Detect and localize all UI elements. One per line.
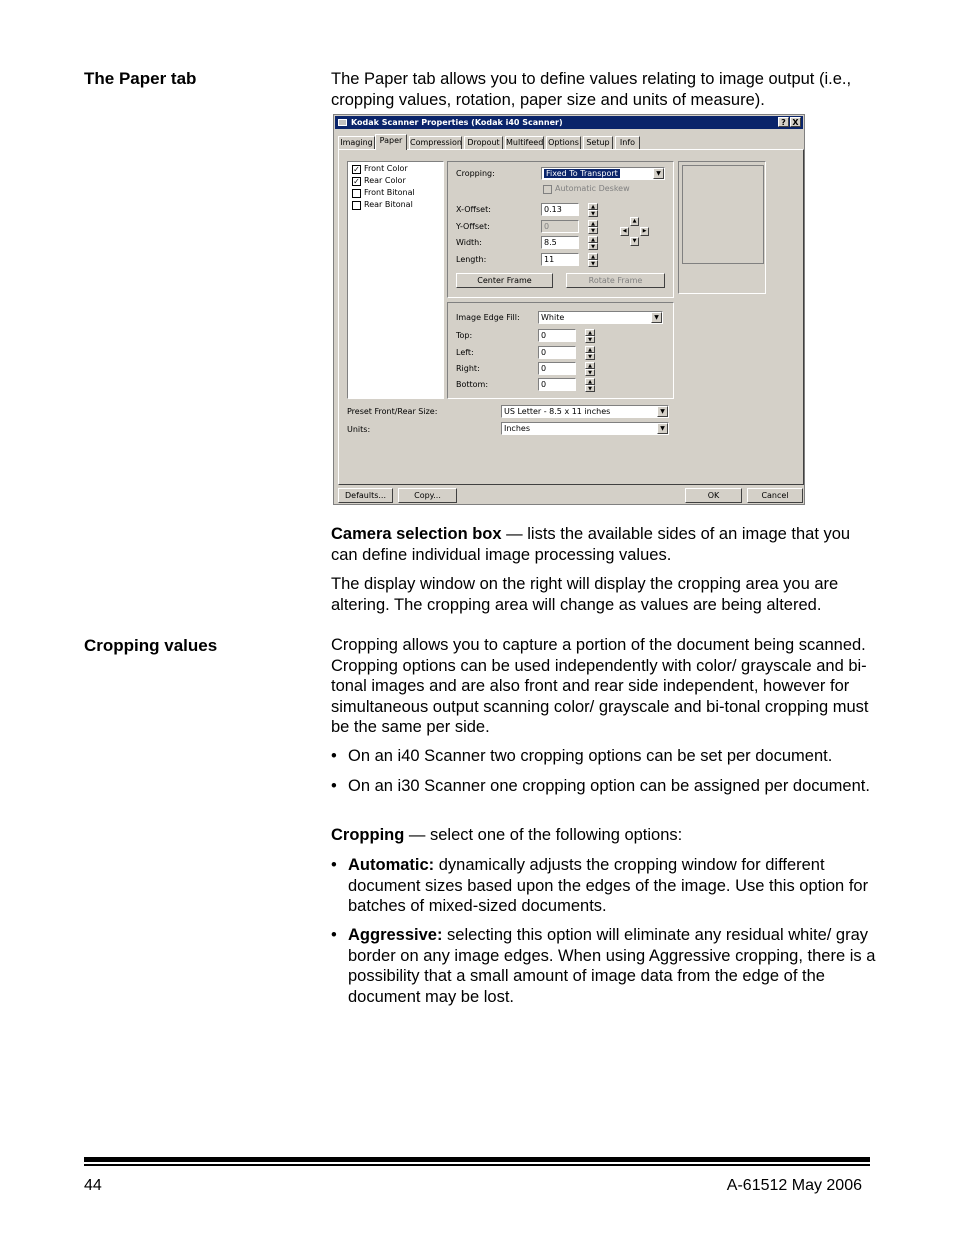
width-spinner[interactable]: ▲ ▼ <box>588 236 598 250</box>
rear-color-checkbox[interactable]: ✓ <box>353 177 360 186</box>
rear-bitonal-checkbox[interactable] <box>352 201 361 210</box>
tab-multifeed[interactable]: Multifeed <box>506 138 544 147</box>
chevron-down-icon: ▼ <box>653 168 664 179</box>
section-heading-cropping-values: Cropping values <box>84 636 218 655</box>
move-down-icon[interactable]: ▼ <box>630 237 639 246</box>
x-offset-input[interactable]: 0.13 <box>541 203 579 216</box>
tab-imaging[interactable]: Imaging <box>338 136 375 149</box>
width-label: Width: <box>456 238 482 247</box>
cancel-button[interactable]: Cancel <box>747 488 803 503</box>
option-term: Aggressive: <box>348 926 443 944</box>
scanner-app-icon <box>338 119 347 126</box>
option-item-aggressive <box>331 925 876 1007</box>
display-window-desc <box>331 574 876 615</box>
right-label: Right: <box>456 364 480 373</box>
rotate-frame-button[interactable]: Rotate Frame <box>566 273 665 288</box>
cropping-option-intro <box>331 825 876 846</box>
section-heading-paper-tab: The Paper tab <box>84 69 197 88</box>
front-color-label: Front Color <box>364 164 408 173</box>
tab-compression[interactable]: Compression <box>410 138 462 147</box>
cropping-dash: — <box>404 826 430 844</box>
width-input[interactable]: 8.5 <box>541 236 579 249</box>
scanner-properties-dialog <box>333 114 805 505</box>
dialog-titlebar <box>335 116 803 129</box>
tab-options[interactable]: Options <box>546 136 581 149</box>
length-input[interactable]: 11 <box>541 253 579 266</box>
bullet-dot: • <box>331 777 337 795</box>
automatic-deskew-label: Automatic Deskew <box>555 184 630 193</box>
units-value: Inches <box>504 424 530 433</box>
paper-tab-panel <box>338 149 804 485</box>
image-edge-fill-select[interactable] <box>538 311 663 324</box>
front-color-checkbox[interactable]: ✓ <box>353 165 360 174</box>
camera-selection-list[interactable] <box>347 161 444 399</box>
page-number: 44 <box>84 1177 102 1194</box>
right-spinner[interactable]: ▲ ▼ <box>585 362 595 376</box>
cropping-select[interactable] <box>541 167 665 180</box>
footer-rule-thick <box>84 1157 870 1162</box>
defaults-button[interactable]: Defaults... <box>338 488 393 503</box>
copy-button[interactable]: Copy... <box>398 488 457 503</box>
tab-paper[interactable]: Paper <box>375 134 407 150</box>
dialog-title: Kodak Scanner Properties (Kodak i40 Scanner) <box>351 118 563 127</box>
left-label: Left: <box>456 348 474 357</box>
tab-info[interactable]: Info <box>615 136 640 149</box>
paper-tab-intro <box>331 69 876 110</box>
rear-color-label: Rear Color <box>364 176 406 185</box>
units-label: Units: <box>347 425 371 434</box>
length-spinner[interactable]: ▲ ▼ <box>588 253 598 267</box>
x-offset-spinner[interactable]: ▲ ▼ <box>588 203 598 217</box>
cropping-values-intro-text: Cropping allows you to capture a portion of the document being scanned. Cropping options can be used independently with color/ grayscale and bi-tonal images and are also front and rear side independent, however for simultaneous output scanning color/ grayscale and bi-tonal cropping must be the same per side. <box>331 636 869 736</box>
cropping-select-value: Fixed To Transport <box>546 169 618 178</box>
cropping-preview-area <box>682 165 764 264</box>
move-left-icon[interactable]: ◀ <box>620 227 629 236</box>
ok-button[interactable]: OK <box>685 488 742 503</box>
help-button[interactable]: ? <box>778 117 789 127</box>
image-edge-fill-value: White <box>541 313 565 322</box>
left-input[interactable]: 0 <box>538 346 576 359</box>
tab-setup[interactable]: Setup <box>583 136 613 149</box>
cropping-label: Cropping: <box>456 169 495 178</box>
right-input[interactable]: 0 <box>538 362 576 375</box>
close-button[interactable]: X <box>790 117 801 127</box>
bullet-text: On an i40 Scanner two cropping options can be set per document. <box>348 747 833 765</box>
move-right-icon[interactable]: ▶ <box>640 227 649 236</box>
camera-selection-desc <box>331 524 876 565</box>
front-bitonal-label: Front Bitonal <box>364 188 415 197</box>
y-offset-input[interactable]: 0 <box>541 220 579 233</box>
center-frame-button[interactable]: Center Frame <box>456 273 553 288</box>
bullet-dot: • <box>331 856 337 874</box>
front-bitonal-checkbox[interactable] <box>352 189 361 198</box>
rear-bitonal-label: Rear Bitonal <box>364 200 413 209</box>
cropping-values-intro <box>331 635 876 738</box>
preset-size-select[interactable] <box>501 405 669 418</box>
left-spinner[interactable]: ▲ ▼ <box>585 346 595 360</box>
image-edge-fill-group <box>447 302 674 399</box>
paper-tab-intro-text: The Paper tab allows you to define values relating to image output (i.e., cropping values, rotation, paper size and units of measure). <box>331 70 852 109</box>
camera-selection-dash: — <box>501 525 528 543</box>
y-offset-label: Y-Offset: <box>456 222 490 231</box>
y-offset-spinner[interactable]: ▲ ▼ <box>588 220 598 234</box>
bullet-dot: • <box>331 747 337 765</box>
footer-rule-thin <box>84 1164 870 1166</box>
bullet-text: On an i30 Scanner one cropping option can be assigned per document. <box>348 777 870 795</box>
bottom-input[interactable]: 0 <box>538 378 576 391</box>
bullet-item <box>331 746 876 767</box>
option-desc: selecting this option will eliminate any residual white/ gray border on any image edges. When using Aggressive cropping, there is a possibility that a small amount of image data from the edge of the document may be lost. <box>348 926 876 1006</box>
automatic-deskew-checkbox[interactable] <box>543 185 552 194</box>
top-spinner[interactable]: ▲ ▼ <box>585 329 595 343</box>
document-id: A-61512 May 2006 <box>726 1177 862 1194</box>
cropping-term: Cropping <box>331 826 405 844</box>
option-item-automatic <box>331 855 876 917</box>
move-up-icon[interactable]: ▲ <box>630 217 639 226</box>
option-term: Automatic: <box>348 856 435 874</box>
preset-size-label: Preset Front/Rear Size: <box>347 407 438 416</box>
option-desc: dynamically adjusts the cropping window for different document sizes based upon the edges of the image. Use this option for batches of mixed-sized documents. <box>348 856 869 915</box>
bottom-spinner[interactable]: ▲ ▼ <box>585 378 595 392</box>
top-label: Top: <box>456 331 473 340</box>
chevron-down-icon: ▼ <box>657 406 668 417</box>
camera-selection-text: lists the available sides of an image that you can define individual image processing values. <box>331 525 851 564</box>
units-select[interactable] <box>501 422 669 435</box>
chevron-down-icon: ▼ <box>657 423 668 434</box>
x-offset-label: X-Offset: <box>456 205 491 214</box>
cropping-option-text: select one of the following options: <box>430 826 683 844</box>
camera-selection-term: Camera selection box <box>331 525 502 543</box>
image-edge-fill-label: Image Edge Fill: <box>456 313 520 322</box>
cropping-group <box>447 161 674 298</box>
bottom-label: Bottom: <box>456 380 489 389</box>
chevron-down-icon: ▼ <box>651 312 662 323</box>
bullet-dot: • <box>331 926 337 944</box>
bullet-item <box>331 776 876 797</box>
length-label: Length: <box>456 255 487 264</box>
preset-size-value: US Letter - 8.5 x 11 inches <box>504 407 611 416</box>
top-input[interactable]: 0 <box>538 329 576 342</box>
tab-dropout[interactable]: Dropout <box>464 136 503 149</box>
cropping-preview-window <box>678 161 766 294</box>
display-window-text: The display window on the right will display the cropping area you are altering. The cropping area will change as values are being altered. <box>331 575 839 614</box>
